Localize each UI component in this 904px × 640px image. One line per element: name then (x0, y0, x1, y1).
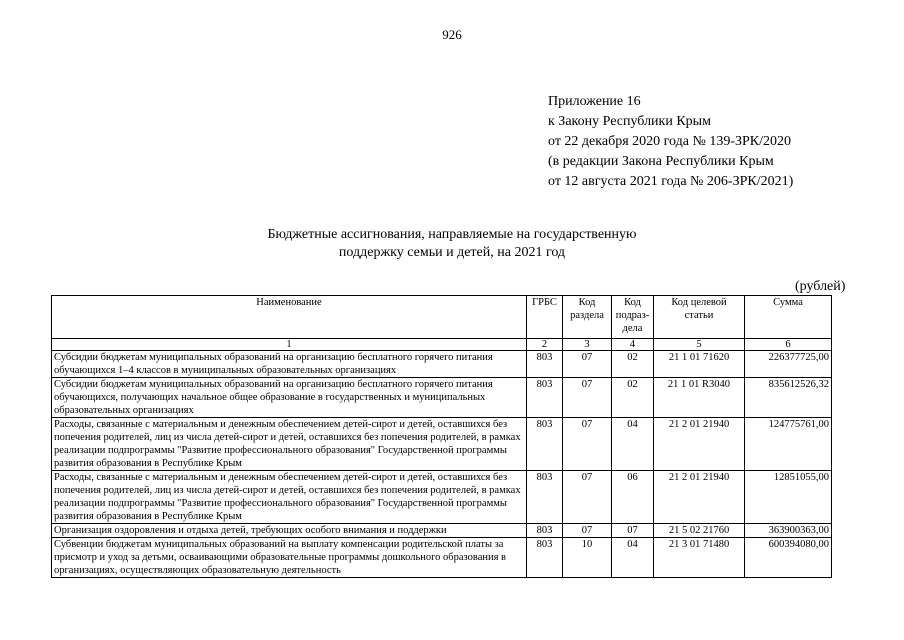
column-number: 4 (612, 339, 654, 351)
cell-name: Субсидии бюджетам муниципальных образований на организацию бесплатного горячего питания обучающихся, получающих начальное общее образование в государственных и муниципальных образовательных организациях (52, 378, 527, 418)
column-number: 5 (654, 339, 745, 351)
cell-target: 21 2 01 21940 (654, 418, 745, 471)
cell-sum: 226377725,00 (745, 351, 832, 378)
cell-grbs: 803 (527, 351, 563, 378)
table-row (52, 524, 832, 538)
cell-target: 21 1 01 71620 (654, 351, 745, 378)
cell-target: 21 5 02 21760 (654, 524, 745, 538)
cell-name: Субсидии бюджетам муниципальных образований на организацию бесплатного горячего питания обучающихся 1–4 классов в муниципальных образовательных организациях (52, 351, 527, 378)
cell-grbs: 803 (527, 378, 563, 418)
table-row (52, 418, 832, 471)
column-number: 6 (745, 339, 832, 351)
cell-section: 07 (563, 378, 612, 418)
header-section: Код раздела (563, 296, 612, 339)
cell-sum: 12851055,00 (745, 471, 832, 524)
header-sum: Сумма (745, 296, 832, 339)
header-grbs: ГРБС (527, 296, 563, 339)
column-number: 1 (52, 339, 527, 351)
column-number: 3 (563, 339, 612, 351)
cell-subsection: 07 (612, 524, 654, 538)
cell-name: Расходы, связанные с материальным и денежным обеспечением детей-сирот и детей, оставшихся без попечения родителей, лиц из числа детей-сирот и детей, оставшихся без попечения родителей, в рамках реализации подпрограммы "Развитие профессионального образования" Государственной программы развития образования в Республике Крым (52, 418, 527, 471)
cell-section: 07 (563, 524, 612, 538)
appendix-line: Приложение 16 (548, 94, 641, 109)
cell-section: 07 (563, 418, 612, 471)
units-label: (рублей) (795, 279, 846, 294)
cell-grbs: 803 (527, 538, 563, 578)
appendix-line: к Закону Республики Крым (548, 114, 711, 129)
cell-subsection: 06 (612, 471, 654, 524)
column-number: 2 (527, 339, 563, 351)
cell-grbs: 803 (527, 524, 563, 538)
cell-name: Организация оздоровления и отдыха детей, требующих особого внимания и поддержки (52, 524, 527, 538)
document-title (0, 226, 904, 262)
cell-subsection: 02 (612, 378, 654, 418)
appendix-line: от 12 августа 2021 года № 206-ЗРК/2021) (548, 174, 794, 189)
table-row (52, 378, 832, 418)
table-header-row (52, 296, 832, 339)
cell-target: 21 1 01 R3040 (654, 378, 745, 418)
header-subsection: Код подраз-дела (612, 296, 654, 339)
cell-subsection: 04 (612, 418, 654, 471)
document-title-line: поддержку семьи и детей, на 2021 год (338, 245, 566, 260)
cell-section: 10 (563, 538, 612, 578)
cell-sum: 124775761,00 (745, 418, 832, 471)
cell-sum: 600394080,00 (745, 538, 832, 578)
appendix-line: от 22 декабря 2020 года № 139-ЗРК/2020 (548, 134, 792, 149)
header-target: Код целевой статьи (654, 296, 745, 339)
cell-target: 21 2 01 21940 (654, 471, 745, 524)
cell-target: 21 3 01 71480 (654, 538, 745, 578)
header-name: Наименование (52, 296, 527, 339)
table-row (52, 351, 832, 378)
cell-section: 07 (563, 471, 612, 524)
cell-subsection: 02 (612, 351, 654, 378)
cell-subsection: 04 (612, 538, 654, 578)
cell-section: 07 (563, 351, 612, 378)
cell-sum: 835612526,32 (745, 378, 832, 418)
cell-name: Субвенции бюджетам муниципальных образований на выплату компенсации родительской платы за присмотр и уход за детьми, осваивающими образовательные программы дошкольного образования в организациях, осуществляющих образовательную деятельность (52, 538, 527, 578)
appendix-block (548, 92, 793, 192)
page-number: 926 (442, 27, 462, 42)
cell-grbs: 803 (527, 418, 563, 471)
cell-name: Расходы, связанные с материальным и денежным обеспечением детей-сирот и детей, оставшихся без попечения родителей, лиц из числа детей-сирот и детей, оставшихся без попечения родителей, в рамках реализации подпрограммы "Развитие профессионального образования" Государственной программы развития образования в Республике Крым (52, 471, 527, 524)
table-row (52, 471, 832, 524)
document-title-line: Бюджетные ассигнования, направляемые на государственную (267, 227, 637, 242)
cell-sum: 363900363,00 (745, 524, 832, 538)
column-number-row (52, 339, 832, 351)
appendix-line: (в редакции Закона Республики Крым (548, 154, 774, 169)
table-row (52, 538, 832, 578)
cell-grbs: 803 (527, 471, 563, 524)
budget-table (51, 295, 832, 578)
